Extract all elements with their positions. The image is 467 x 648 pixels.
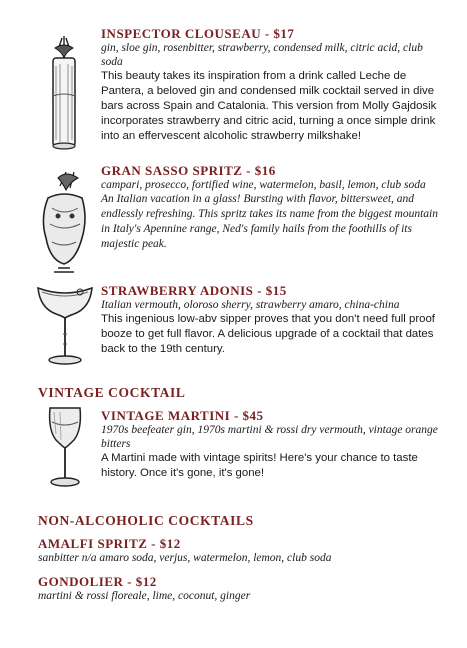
drink-description: This ingenious low-abv sipper proves that you don't need full proof booze to get full flavor. A delicious upgrade of a cocktail that dates back to the 19th century. [101, 313, 435, 355]
drink-ingredients: Italian vermouth, oloroso sherry, strawberry amaro, china-china [101, 299, 400, 311]
drink-title: INSPECTOR CLOUSEAU - $17 [101, 26, 295, 41]
drink-ingredients: campari, prosecco, fortified wine, watermelon, basil, lemon, club soda [101, 179, 426, 191]
drink-inspector-clouseau [101, 26, 446, 144]
drink-title: STRAWBERRY ADONIS - $15 [101, 283, 287, 298]
drink-gran-sasso-spritz [101, 163, 443, 252]
drink-strawberry-adonis [101, 283, 446, 357]
wine-glass-icon [40, 404, 90, 490]
coupe-glass-icon [34, 284, 96, 372]
tall-highball-glass-icon [44, 36, 84, 152]
section-title-vintage: VINTAGE COCKTAIL [38, 385, 186, 400]
drink-title: AMALFI SPRITZ - $12 [38, 536, 181, 551]
drink-ingredients: 1970s beefeater gin, 1970s martini & rossi dry vermouth, vintage orange bitters [101, 424, 438, 450]
drink-title: GONDOLIER - $12 [38, 574, 157, 589]
drink-ingredients: sanbitter n/a amaro soda, verjus, watermelon, lemon, club soda [38, 552, 332, 564]
drink-amalfi-spritz [38, 536, 448, 565]
drink-gondolier [38, 574, 448, 603]
drink-description: This beauty takes its inspiration from a drink called Leche de Pantera, a beloved gin and condensed milk cocktail served in dive bars across Spain and Catalonia. This version from Molly Gajdosik incorporates strawberry and citric acid, turning a once simple drink into an effervescent alcoholic strawberry milkshake! [101, 70, 437, 142]
drink-title: GRAN SASSO SPRITZ - $16 [101, 163, 276, 178]
drink-description: A Martini made with vintage spirits! Here's your chance to taste history. Once it's gone, it's gone! [101, 452, 418, 479]
drink-description: An Italian vacation in a glass! Bursting with flavor, bittersweet, and endlessly refreshing. This spritz takes its name from the biggest mountain in Italy's Apennine range, Ned's family hails from the foothills of its majestic peak. [101, 193, 438, 250]
section-title-non-alcoholic: NON-ALCOHOLIC COCKTAILS [38, 513, 254, 528]
tiki-mug-icon [36, 168, 92, 276]
drink-ingredients: gin, sloe gin, rosenbitter, strawberry, condensed milk, citric acid, club soda [101, 42, 423, 68]
drink-title: VINTAGE MARTINI - $45 [101, 408, 264, 423]
drink-vintage-martini [101, 408, 446, 481]
drink-ingredients: martini & rossi floreale, lime, coconut, ginger [38, 590, 251, 602]
